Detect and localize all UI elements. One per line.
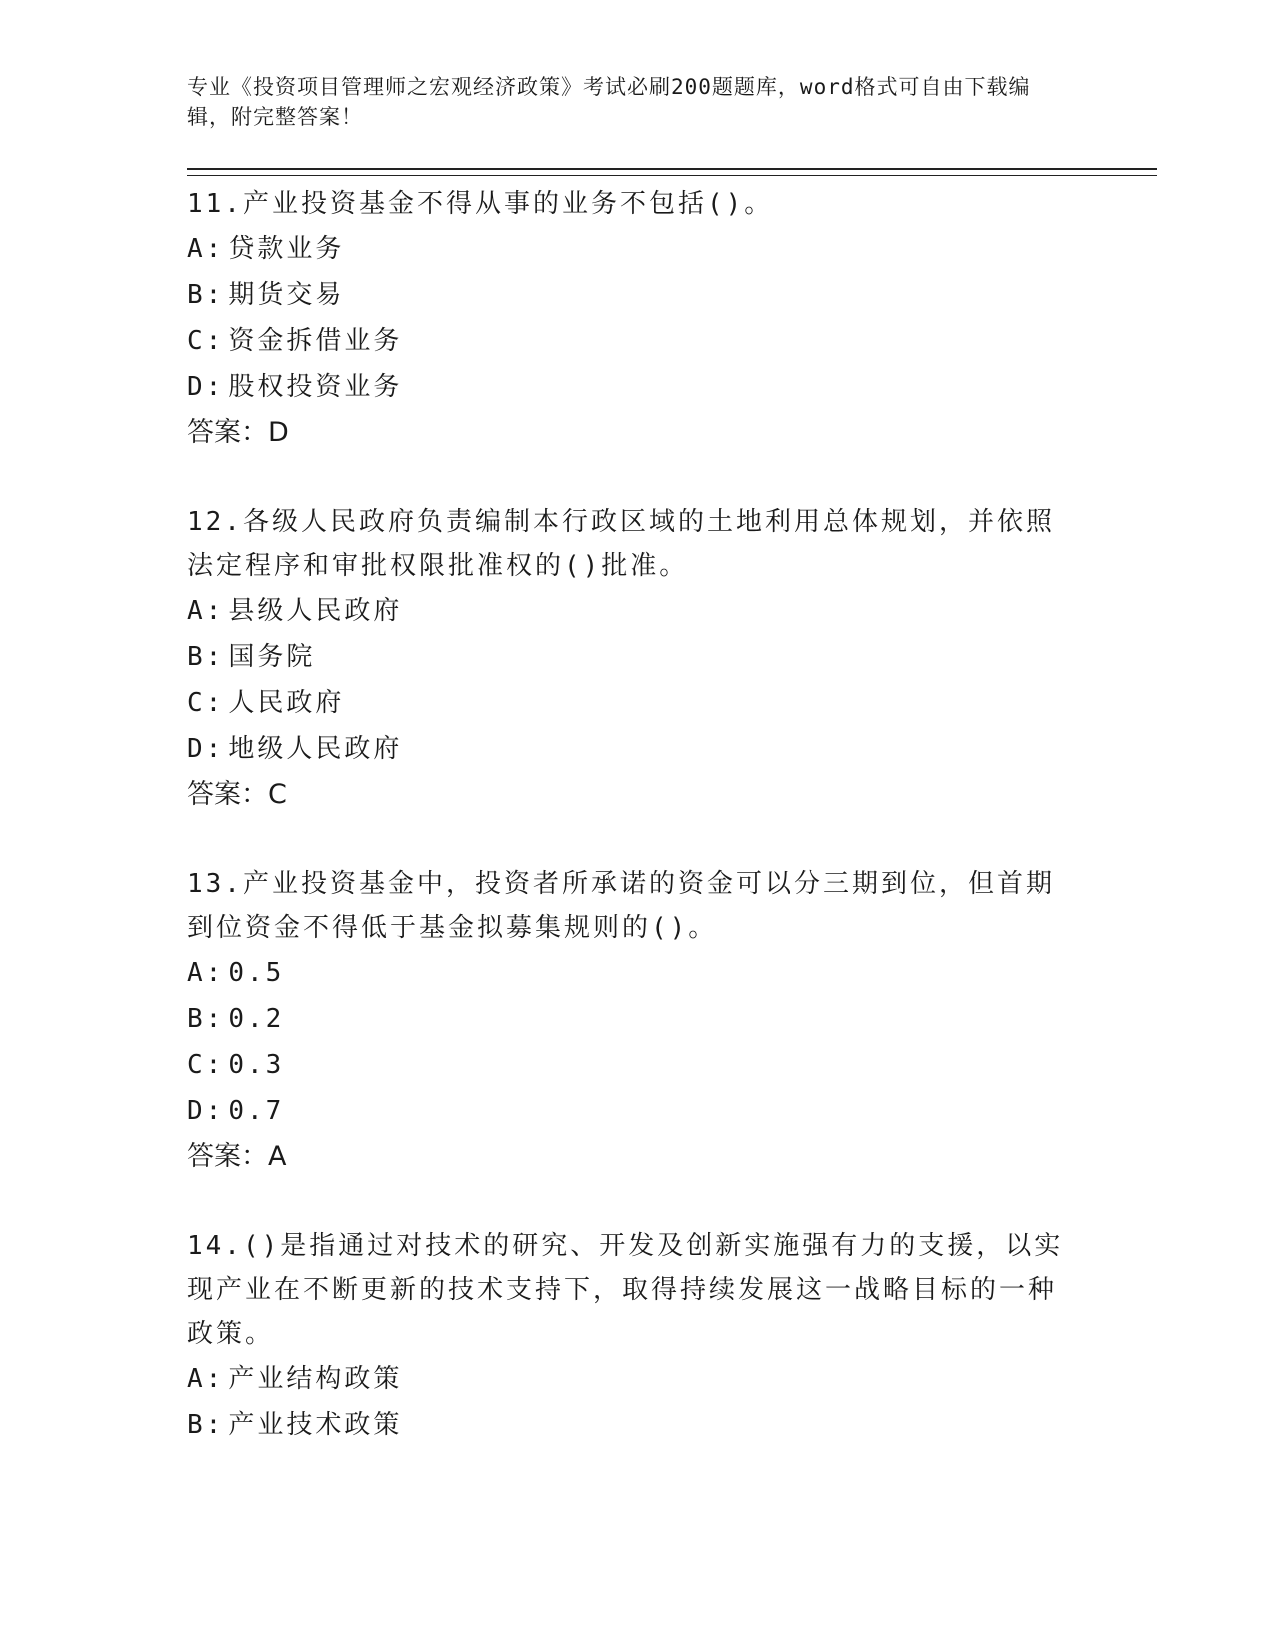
option-label: A: [187,1364,225,1394]
option-label: B: [187,280,225,310]
header-divider [187,168,1157,176]
option-a [187,950,1157,996]
option-label: A: [187,596,225,626]
answer-line: 答案：C [187,779,287,810]
option-label: C: [187,688,225,718]
option-text: 0.7 [228,1096,285,1126]
option-label: C: [187,326,225,356]
option-label: B: [187,642,225,672]
option-text: 人民政府 [228,688,345,718]
question-12 [187,500,1157,818]
option-d [187,364,1157,410]
option-a [187,588,1157,634]
option-text: 产业技术政策 [228,1410,403,1440]
option-b [187,272,1157,318]
answer-line: 答案：A [187,1141,287,1172]
option-label: B: [187,1004,225,1034]
option-label: D: [187,372,225,402]
option-text: 资金拆借业务 [228,326,403,356]
option-text: 国务院 [228,642,316,672]
question-13 [187,862,1157,1180]
option-c [187,1042,1157,1088]
option-a [187,226,1157,272]
option-text: 0.2 [228,1004,285,1034]
option-d [187,726,1157,772]
question-list [187,182,1157,1448]
option-b [187,996,1157,1042]
option-text: 期货交易 [228,280,345,310]
question-stem: 12.各级人民政府负责编制本行政区域的土地利用总体规划，并依照法定程序和审批权限批准权的()批准。 [187,507,1055,581]
option-text: 0.3 [228,1050,285,1080]
option-text: 产业结构政策 [228,1364,403,1394]
option-d [187,1088,1157,1134]
option-b [187,634,1157,680]
option-text: 股权投资业务 [228,372,403,402]
document-page [187,72,1157,1492]
option-label: B: [187,1410,225,1440]
answer-line: 答案：D [187,417,289,448]
question-11 [187,182,1157,456]
question-stem: 11.产业投资基金不得从事的业务不包括()。 [187,189,774,219]
option-c [187,680,1157,726]
document-header: 专业《投资项目管理师之宏观经济政策》考试必刷200题题库，word格式可自由下载编辑，附完整答案！ [187,75,1031,129]
option-label: A: [187,958,225,988]
option-text: 县级人民政府 [228,596,403,626]
option-b [187,1402,1157,1448]
option-label: D: [187,1096,225,1126]
option-label: C: [187,1050,225,1080]
option-label: A: [187,234,225,264]
option-label: D: [187,734,225,764]
question-stem: 14.()是指通过对技术的研究、开发及创新实施强有力的支援，以实现产业在不断更新的技术支持下，取得持续发展这一战略目标的一种政策。 [187,1231,1064,1349]
option-c [187,318,1157,364]
option-text: 地级人民政府 [228,734,403,764]
option-text: 贷款业务 [228,234,345,264]
option-a [187,1356,1157,1402]
option-text: 0.5 [228,958,285,988]
question-stem: 13.产业投资基金中，投资者所承诺的资金可以分三期到位，但首期到位资金不得低于基金拟募集规则的()。 [187,869,1055,943]
question-14 [187,1224,1157,1448]
